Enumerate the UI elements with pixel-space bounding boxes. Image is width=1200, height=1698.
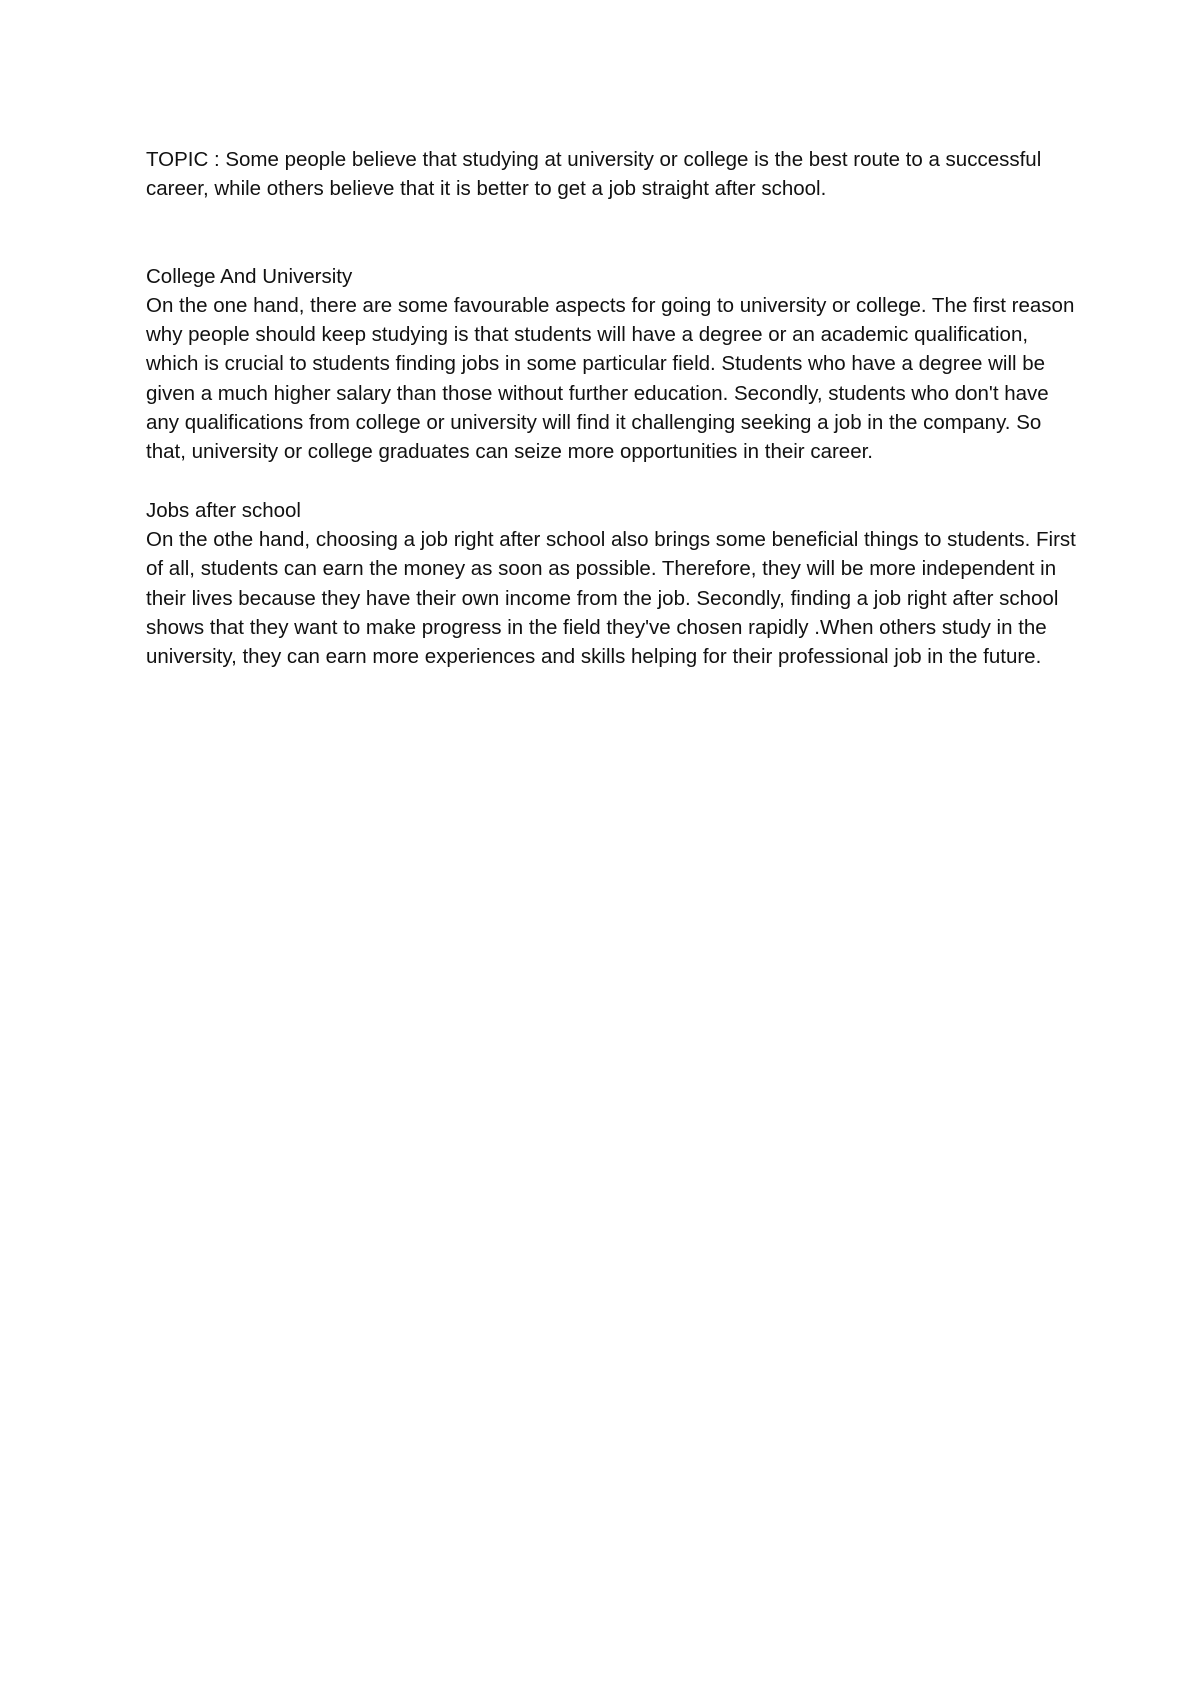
section-heading: College And University: [146, 264, 353, 288]
section-paragraph: On the othe hand, choosing a job right after school also brings some beneficial things to students. First of all, students can earn the money as soon as possible. Therefore, they will be more independent in their lives because they have their own income from the job. Secondly, finding a job right after school shows that they want to make progress in the field they've chosen rapidly .When others study in the university, they can earn more experiences and skills helping for their professional job in the future.: [146, 527, 1076, 669]
topic-paragraph: TOPIC : Some people believe that studying at university or college is the best route to a successful career, while others believe that it is better to get a job straight after school.: [146, 148, 1042, 201]
section-college-and-university: [146, 262, 1076, 467]
section-jobs-after-school: [146, 496, 1076, 672]
section-heading: Jobs after school: [146, 498, 301, 522]
section-paragraph: On the one hand, there are some favourable aspects for going to university or college. The first reason why people should keep studying is that students will have a degree or an academic qualification, which is crucial to students finding jobs in some particular field. Students who have a degree will be given a much higher salary than those without further education. Secondly, students who don't have any qualifications from college or university will find it challenging seeking a job in the company. So that, university or college graduates can seize more opportunities in their career.: [146, 293, 1075, 464]
document-body: [146, 145, 1076, 700]
